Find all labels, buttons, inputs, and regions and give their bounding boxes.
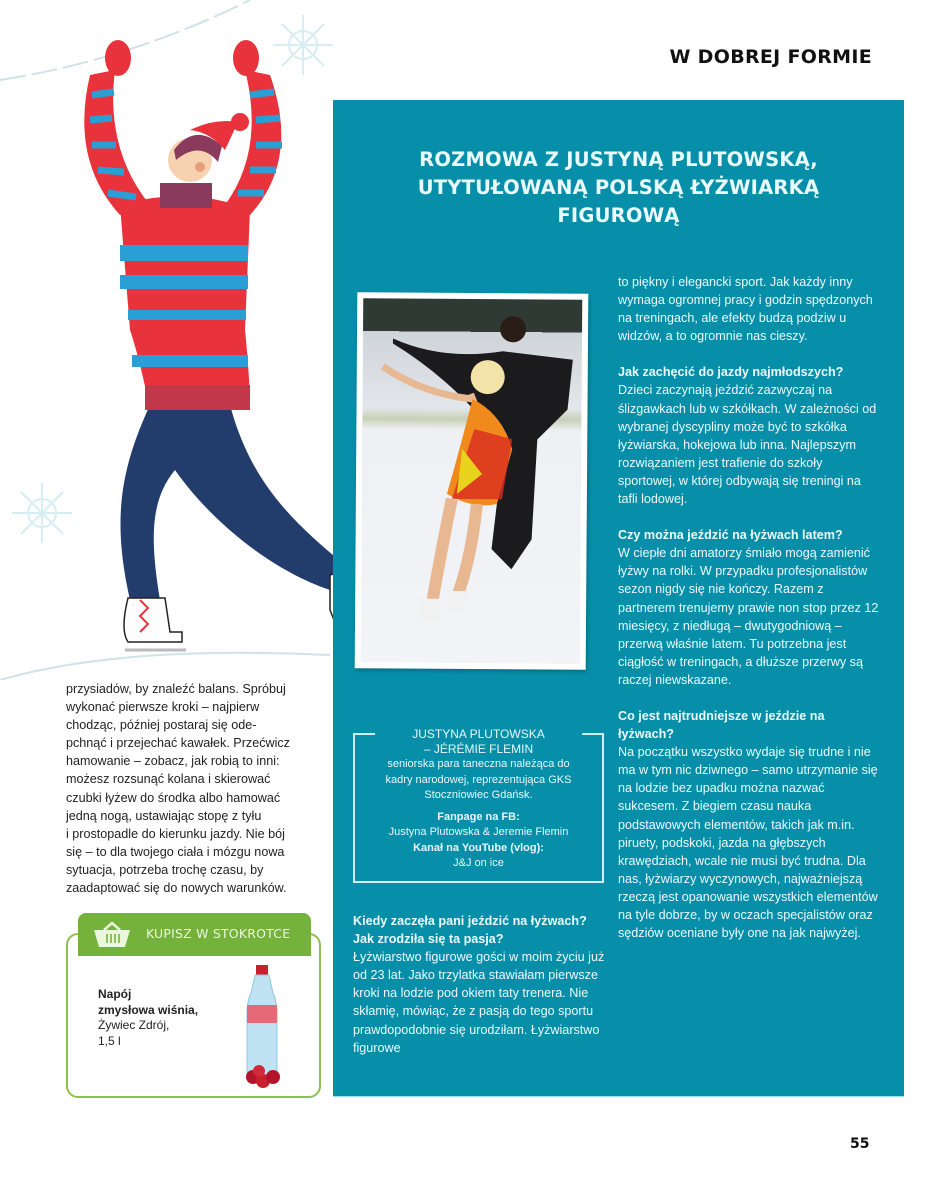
water-bottle-image bbox=[231, 965, 291, 1091]
product-brand: Żywiec Zdrój, bbox=[98, 1018, 170, 1032]
caption-fb-label: Fanpage na FB: bbox=[437, 810, 520, 823]
caption-description: seniorska para taneczna należąca do bbox=[387, 758, 570, 770]
text-line: hamowanie – zobacz, jak robią to inni: bbox=[66, 754, 280, 769]
caption-description: kadry narodowej, reprezentująca GKS bbox=[385, 773, 572, 786]
product-name-line2: zmysłowa wiśnia, bbox=[98, 1002, 199, 1017]
photo-caption bbox=[355, 727, 602, 872]
article-title bbox=[333, 146, 904, 230]
snowflake-icon bbox=[12, 483, 72, 543]
promo-tab bbox=[78, 913, 311, 956]
text-line: jedną nogą, ustawiając stopę z tyłu bbox=[66, 808, 262, 823]
product-volume: 1,5 l bbox=[98, 1033, 121, 1048]
text-line: przysiadów, by znaleźć balans. Spróbuj bbox=[66, 682, 286, 696]
text-line: pchnąć i przejechać kawałek. Przećwicz bbox=[66, 736, 290, 751]
caption-youtube-link[interactable]: J&J on ice bbox=[453, 857, 504, 869]
text-line: i prostopadle do kierunku jazdy. Nie bój bbox=[66, 826, 285, 841]
skaters-photo-image bbox=[361, 298, 583, 664]
product-description bbox=[98, 987, 198, 1049]
article-column-left bbox=[353, 912, 611, 1057]
promo-tab-label: KUPISZ W STOKROTCE bbox=[146, 926, 291, 941]
text-line: zaadaptować się do nowych warunków. bbox=[66, 881, 287, 896]
interview-answer: Na początku wszystko wydaje się trudne i nie ma w tym nic dziwnego – samo utrzymanie się na lodzie bez upadku można nazwać sukcesem. Z biegiem czasu nauka podstawowych elementów, takich jak m.in. piruety, podskoki, jazda na głębszych krawędziach, wcale nie musi być trudna. Dla nas, łyżwiarzy wyczynowych, najważniejszą rzeczą jest opanowanie wszystkich elementów na tyle dobrze, by w oczach specjalistów oraz sędziów oceniane były one na jak najwyżej. bbox=[618, 745, 878, 941]
article-column-right bbox=[618, 273, 880, 942]
text-line: wykonać pierwsze kroki – najpierw bbox=[66, 700, 260, 715]
section-header: W DOBREJ FORMIE bbox=[669, 46, 872, 68]
left-body-text bbox=[66, 680, 328, 897]
interview-question: Co jest najtrudniejsze w jeździe na łyżwach? bbox=[618, 708, 825, 742]
skater-illustration bbox=[0, 0, 370, 680]
title-line: FIGUROWĄ bbox=[557, 204, 680, 227]
interview-answer: Łyżwiarstwo figurowe gości w moim życiu już od 23 lat. Jako trzylatka stawiałam pierwsze kroki na lodzie pod okiem taty trenera. Nie skłamię, mówiąc, że z pasją do tego sportu prawdopodobnie się urodziłam. Łyżwiarstwo figurowe bbox=[353, 950, 605, 1055]
caption-description: Stoczniowiec Gdańsk. bbox=[424, 789, 533, 801]
text-line: możesz rozsunąć kolana i skierować bbox=[66, 772, 271, 787]
interview-question: Kiedy zaczęła pani jeździć na łyżwach? Jak zrodziła się ta pasja? bbox=[353, 914, 587, 947]
caption-fb-link[interactable]: Justyna Plutowska & Jeremie Flemin bbox=[388, 826, 569, 838]
text-line: czubki łyżew do środka albo hamować bbox=[66, 790, 281, 805]
basket-icon bbox=[92, 921, 132, 949]
title-line: ROZMOWA Z JUSTYNĄ PLUTOWSKĄ, bbox=[419, 148, 818, 171]
promo-box bbox=[66, 913, 321, 1096]
text-line: sytuacja, potrzeba trochę czasu, by bbox=[66, 862, 264, 877]
interview-question: Jak zachęcić do jazdy najmłodszych? bbox=[618, 365, 844, 380]
photo-caption-box bbox=[353, 727, 604, 883]
interview-question: Czy można jeździć na łyżwach latem? bbox=[618, 528, 843, 543]
snowflake-icon bbox=[273, 15, 333, 75]
interview-answer: to piękny i elegancki sport. Jak każdy inny wymaga ogromnej pracy i godzin spędzonych na treningach, ale efekty budzą podziw u widzów, a to ogromnie nas cieszy. bbox=[618, 275, 873, 344]
caption-names: – JÉRÉMIE FLEMIN bbox=[423, 742, 534, 756]
text-line: się – to dla twojego ciała i mózgu nowa bbox=[66, 844, 285, 859]
title-line: UTYTUŁOWANĄ POLSKĄ ŁYŻWIARKĄ bbox=[417, 176, 820, 199]
product-name-line1: Napój bbox=[98, 987, 132, 1001]
page-number: 55 bbox=[850, 1136, 870, 1152]
skaters-photo-frame bbox=[355, 292, 589, 670]
interview-answer: Dzieci zaczynają jeździć zazwyczaj na ślizgawkach lub w szkółkach. W zależności od wybranej dyscypliny może być to szkółka łyżwiarska, hokejowa lub inna. Najlepszym rozwiązaniem jest trafienie do szkoły sportowej, w której odbywają się treningi na tafli lodowej. bbox=[618, 383, 877, 507]
interview-answer: W ciepłe dni amatorzy śmiało mogą zamienić łyżwy na rolki. W przypadku profesjonalistów sezon nigdy się nie kończy. Razem z partnerem trenujemy prawie non stop przez 12 miesięcy, z niedługą – dwutygodniową – przerwą właśnie latem. Tu potrzebna jest ciągłość w treningach, a dłuższe przerwy są raczej niewskazane. bbox=[618, 546, 879, 687]
caption-youtube-label: Kanał na YouTube (vlog): bbox=[413, 841, 544, 854]
article-box bbox=[333, 100, 904, 1096]
skaters-photo bbox=[361, 298, 583, 664]
caption-names: JUSTYNA PLUTOWSKA bbox=[412, 727, 545, 741]
text-line: chodząc, później postaraj się ode- bbox=[66, 718, 257, 733]
